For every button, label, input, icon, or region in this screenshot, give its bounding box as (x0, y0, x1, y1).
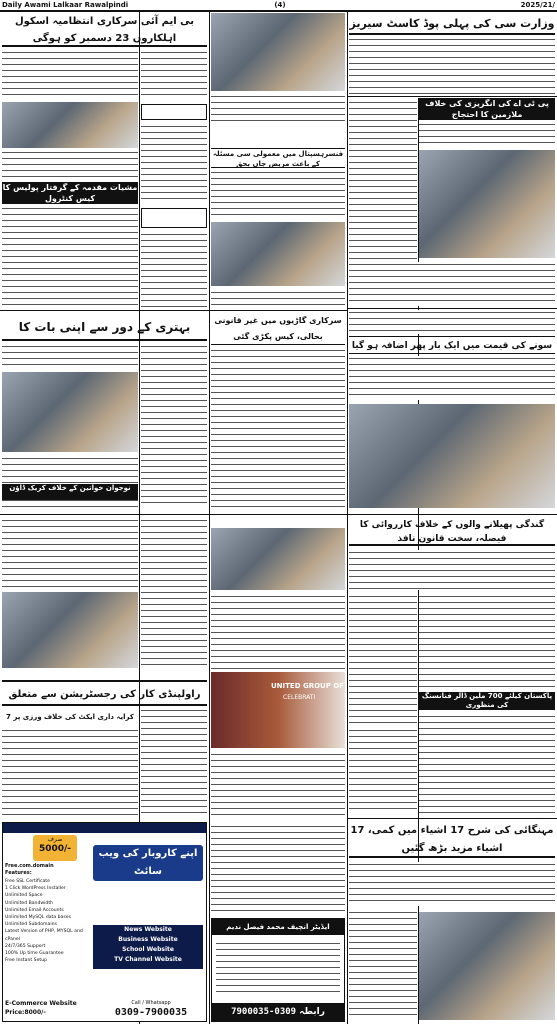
headline-right-top: وزارت سی کی پہلی پوڈ کاسٹ سیریز (349, 13, 555, 35)
headline-mid-2: فنسرہسپتال میں معمولی سی مسئلہ کے باعث مریض جاں بحق (212, 150, 344, 168)
headline-left-4: کرایہ داری ایکٹ کی خلاف ورزی پر 7 (6, 713, 134, 721)
photo-right-garland (349, 404, 555, 508)
ad-features-list (5, 878, 83, 968)
headline-right-big: مہنگائی کی شرح 17 اشیاء میں کمی، 17 اشیاء مزید بڑھ گئیں (349, 822, 555, 858)
page-number: (4) (274, 1, 286, 9)
united-group-text: UNITED GROUP OF (271, 682, 345, 690)
issue-date: 2025/21/ (520, 1, 555, 9)
photo-accident (211, 222, 345, 286)
article-right-top (349, 37, 555, 95)
ad-price-value: 5000/- (38, 844, 72, 854)
paper-name: Daily Awami Lalkaar Rawalpindi (2, 1, 129, 9)
feature-item: Unlimited MySQL data bases (5, 915, 71, 921)
column-rule-3 (347, 12, 348, 1024)
masthead-rule (0, 10, 557, 12)
service-item: News Website (124, 926, 172, 933)
headline-right-gold: سونے کی قیمت میں ایک بار پھر اضافہ ہو گیا (349, 336, 555, 354)
headline-right-2: پی ٹی اے کی انگریزی کی خلاف ملازمین کا احتجاج (419, 98, 555, 120)
service-item: Business Website (118, 936, 178, 943)
contact-label: رابطہ (299, 1007, 325, 1017)
headline-mid-3: مشیات مقدمہ کے گرفتار پولیس کا کیس کنٹرول (2, 183, 138, 203)
banner-headline-1: بہتری کے دور سے اپنی بات کا (2, 313, 207, 341)
celebration-text: CELEBRATI (283, 694, 316, 701)
column-rule-2 (209, 12, 210, 1024)
feature-item: Unlimited Subdomains (5, 922, 57, 928)
feature-item: Unlimited Bandwidth (5, 900, 54, 906)
photo-left-1 (2, 102, 138, 148)
feature-item: Free Instant Setup (5, 958, 48, 964)
feature-item: 1 Click WordPress Installer (5, 886, 66, 892)
editorial-contact (212, 1003, 344, 1021)
ad-contact (99, 999, 203, 1021)
photo-right-children (419, 912, 555, 1020)
photo-right-award (419, 150, 555, 258)
feature-item: Free SSL Certificate (5, 879, 50, 884)
feature-item: 100% Up time Guarantee (5, 951, 64, 957)
ad-top-strip (3, 823, 206, 833)
service-item: School Website (122, 946, 174, 953)
ad-features-title: Features: (5, 870, 32, 876)
feature-item: Unlimited Email Accounts (5, 907, 64, 913)
ecommerce-label: E-Commerce Website (5, 1000, 77, 1007)
feature-item: Latest Version of PHP, MYSQL and cPanel (5, 929, 83, 942)
hosting-ad (2, 822, 207, 1022)
contact-call-label: Call / Whatsapp (131, 1000, 171, 1006)
contact-phone: 0309-7900035 (231, 1007, 297, 1017)
headline-left-top: بی ایم آئی سرکاری انتظامیہ اسکول اہلکاروں 23 دسمبر کو ہوگی (2, 13, 207, 47)
ad-headline-badge (93, 845, 203, 881)
photo-left-library (2, 372, 138, 452)
editorial-box (211, 918, 345, 1022)
article-left-top (2, 50, 138, 98)
service-item: TV Channel Website (114, 956, 182, 963)
headline-mid-5: نوجوان خواتین کے خلاف کریک ڈاؤن (2, 484, 138, 500)
headline-mid-4: سرکاری گاڑیوں میں غیر قانونی بحالی، کیس پکڑی گئی (211, 313, 345, 345)
masthead (0, 0, 557, 10)
feature-item: Unlimited Space (5, 893, 43, 899)
feature-item: 24/7/365 Support (5, 943, 46, 949)
ad-ecommerce (3, 999, 87, 1021)
headline-right-pak: پاکستان کیلئے 700 ملین ڈالر فنانسنگ کی منظوری (419, 692, 555, 710)
ad-domain: Free.com.domain (5, 863, 54, 869)
ad-price-badge (33, 835, 77, 861)
photo-left-3 (2, 592, 138, 668)
photo-mid-top (211, 13, 345, 91)
editorial-title: ایڈیٹر انچیف محمد فیصل ندیم (212, 919, 344, 935)
banner-headline-left-3: راولپنڈی کار کی رجسٹریشن سے متعلق (2, 680, 207, 706)
ad-price-label: صرف (47, 836, 63, 843)
contact-call-number: 0309-7900035 (114, 1007, 188, 1018)
ecommerce-price: Price:8000/- (5, 1009, 46, 1016)
ad-headline: اپنے کاروبار کی ویب سائٹ (98, 848, 198, 877)
ad-services (93, 925, 203, 969)
banner-headline-right-2: گندگی پھیلانے والوں کے خلاف کارروائی کا فیصلہ، سخت قانون نافذ (349, 518, 555, 546)
photo-mid-ceremony (211, 528, 345, 590)
article-col2-top (141, 50, 207, 100)
photo-united-group (211, 672, 345, 748)
